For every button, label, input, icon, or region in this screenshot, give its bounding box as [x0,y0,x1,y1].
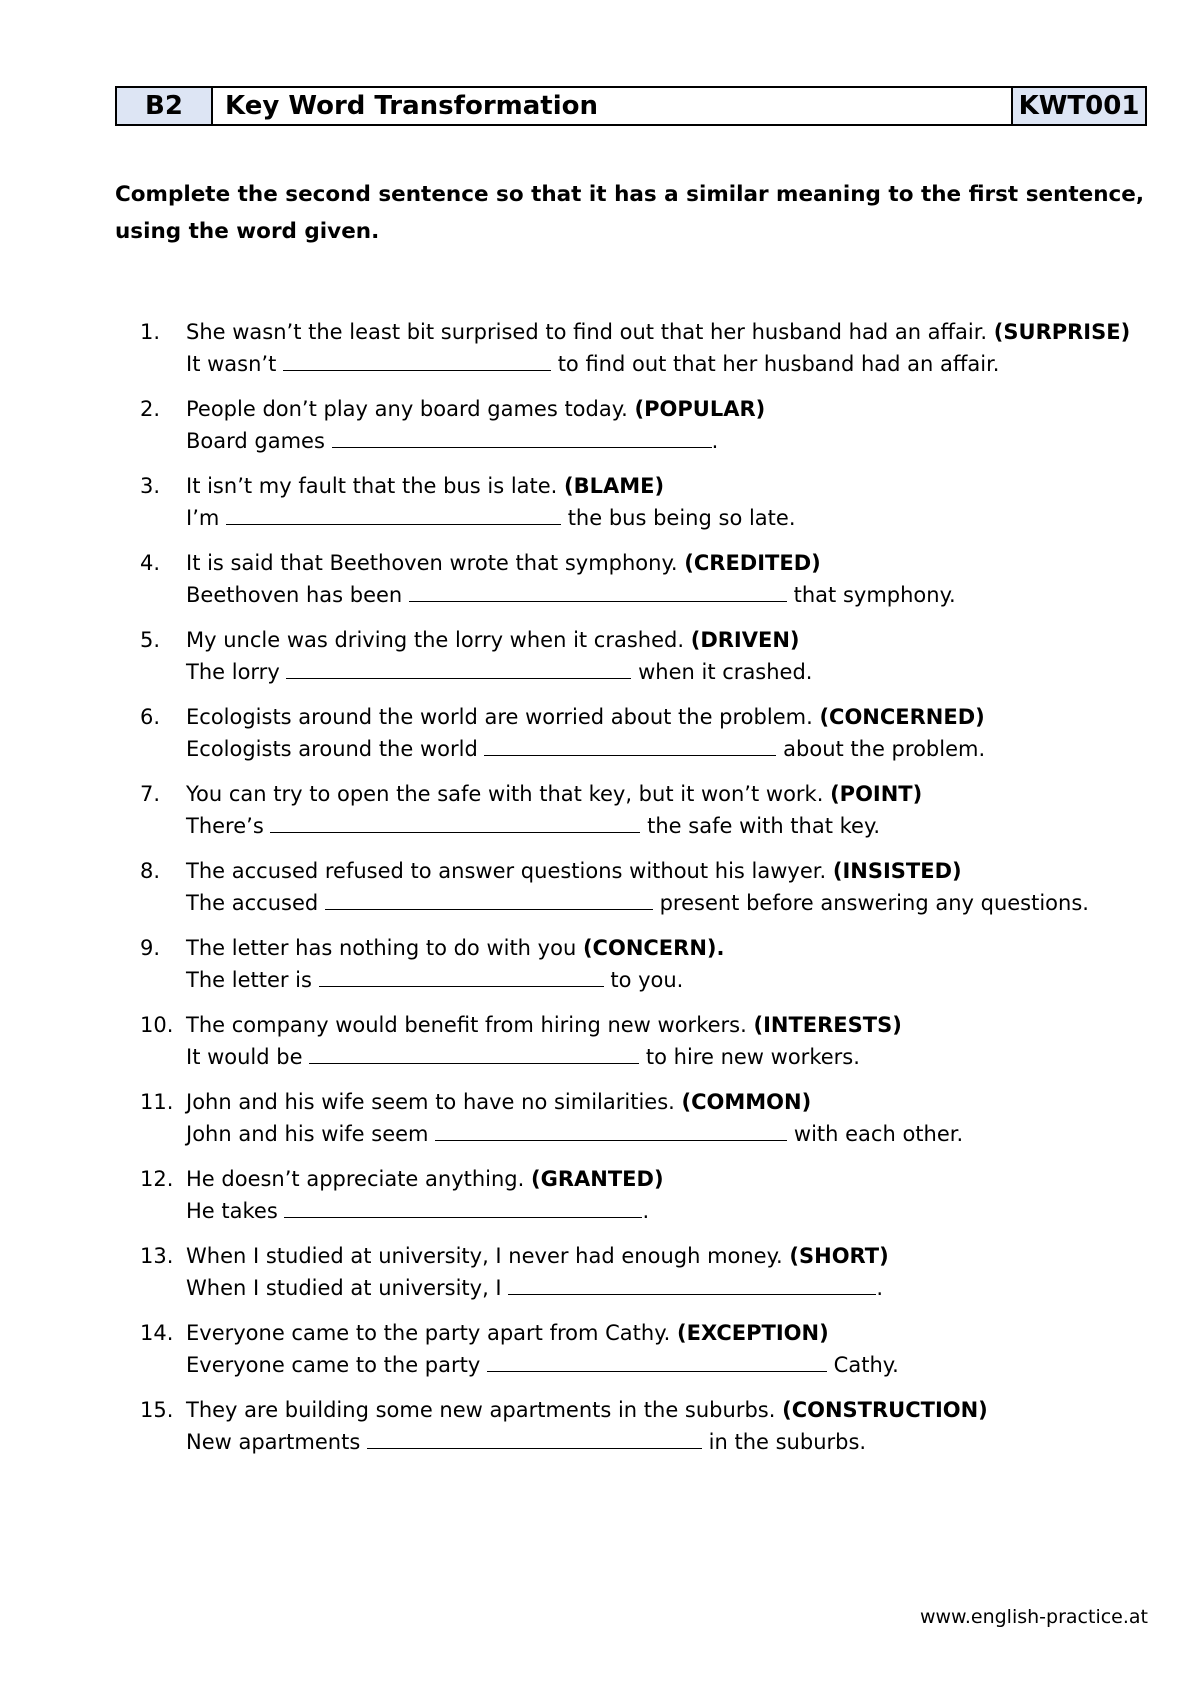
sentence-text: John and his wife seem to have no similarities. [186,1090,675,1114]
item-number: 6. [140,705,161,729]
key-word: (CONCERNED) [819,705,985,729]
sentence-text: People don’t play any board games today. [186,397,628,421]
sentence-start: It wasn’t [186,352,277,376]
key-word: (CREDITED) [684,551,821,575]
key-word: (INTERESTS) [753,1013,902,1037]
answer-blank[interactable] [319,966,604,987]
sentence-start: The accused [186,891,319,915]
key-word: (COMMON) [681,1090,812,1114]
original-sentence [186,1394,988,1426]
transformed-sentence [186,1349,899,1381]
exercise-item [0,1240,1200,1317]
item-number: 11. [140,1090,174,1114]
key-word: (CONSTRUCTION) [782,1398,988,1422]
key-word: (DRIVEN) [690,628,800,652]
sentence-end: . [876,1276,883,1300]
sentence-end: to you. [610,968,684,992]
sentence-text: When I studied at university, I never had enough money. [186,1244,783,1268]
original-sentence [186,1009,902,1041]
original-sentence [186,701,985,733]
sentence-text: My uncle was driving the lorry when it crashed. [186,628,685,652]
transformed-sentence [186,1272,883,1304]
original-sentence [186,316,1130,348]
answer-blank[interactable] [508,1274,876,1295]
answer-blank[interactable] [270,812,640,833]
exercise-item [0,1163,1200,1240]
exercise-item [0,701,1200,778]
original-sentence [186,1163,664,1195]
sentence-end: . [642,1199,650,1223]
transformed-sentence [186,810,880,842]
sentence-text: Ecologists around the world are worried about the problem. [186,705,813,729]
level-cell: B2 [117,88,213,124]
transformed-sentence [186,348,999,380]
transformed-sentence [186,1041,860,1073]
exercise-item [0,778,1200,855]
transformed-sentence [186,887,1089,919]
answer-blank[interactable] [332,427,712,448]
exercise-item [0,316,1200,393]
answer-blank[interactable] [435,1120,787,1141]
exercise-item [0,1394,1200,1471]
key-word: (POINT) [830,782,923,806]
sentence-start: There’s [186,814,264,838]
sentence-start: New apartments [186,1430,361,1454]
sentence-text: She wasn’t the least bit surprised to find out that her husband had an affair. [186,320,988,344]
answer-blank[interactable] [226,504,561,525]
sentence-text: He doesn’t appreciate anything. [186,1167,525,1191]
item-number: 10. [140,1013,174,1037]
sentence-end: with each other. [793,1122,964,1146]
exercise-item [0,547,1200,624]
sentence-end: . [711,429,719,453]
key-word: (CONCERN). [582,936,725,960]
sentence-start: Ecologists around the world [186,737,478,761]
transformed-sentence [186,579,956,611]
answer-blank[interactable] [367,1428,702,1449]
sentence-start: John and his wife seem [186,1122,429,1146]
original-sentence [186,1317,829,1349]
sentence-text: They are building some new apartments in the suburbs. [186,1398,776,1422]
original-sentence [186,855,962,887]
sentence-end: to hire new workers. [645,1045,860,1069]
item-number: 3. [140,474,161,498]
exercise-list [0,316,1200,1471]
sentence-text: You can try to open the safe with that key, but it won’t work. [186,782,824,806]
sentence-start: When I studied at university, I [186,1276,502,1300]
sentence-start: The lorry [186,660,280,684]
key-word: (SHORT) [789,1244,889,1268]
item-number: 13. [140,1244,174,1268]
item-number: 15. [140,1398,174,1422]
sentence-end: Cathy. [833,1353,899,1377]
original-sentence [186,393,765,425]
exercise-item [0,624,1200,701]
key-word: (INSISTED) [832,859,962,883]
sentence-start: Board games [186,429,325,453]
sentence-text: The letter has nothing to do with you [186,936,577,960]
key-word: (SURPRISE) [993,320,1131,344]
transformed-sentence [186,1118,963,1150]
worksheet-header [115,86,1147,126]
answer-blank[interactable] [283,350,551,371]
original-sentence [186,470,664,502]
sentence-start: It would be [186,1045,303,1069]
title-cell: Key Word Transformation [213,88,1013,124]
answer-blank[interactable] [487,1351,827,1372]
answer-blank[interactable] [409,581,787,602]
exercise-item [0,1009,1200,1086]
item-number: 5. [140,628,161,652]
item-number: 12. [140,1167,174,1191]
sentence-text: The company would benefit from hiring new workers. [186,1013,747,1037]
sentence-start: I’m [186,506,220,530]
sentence-start: Everyone came to the party [186,1353,481,1377]
key-word: (POPULAR) [634,397,766,421]
transformed-sentence [186,733,985,765]
sentence-end: to find out that her husband had an affair. [557,352,1000,376]
sentence-end: the safe with that key. [647,814,881,838]
key-word: (BLAME) [564,474,665,498]
item-number: 14. [140,1321,174,1345]
transformed-sentence [186,964,683,996]
exercise-item [0,1317,1200,1394]
sentence-text: It isn’t my fault that the bus is late. [186,474,558,498]
item-number: 1. [140,320,161,344]
original-sentence [186,1240,889,1272]
key-word: (EXCEPTION) [677,1321,829,1345]
sentence-start: He takes [186,1199,278,1223]
transformed-sentence [186,425,718,457]
item-number: 8. [140,859,161,883]
item-number: 9. [140,936,161,960]
answer-blank[interactable] [484,735,776,756]
answer-blank[interactable] [284,1197,642,1218]
code-cell: KWT001 [1013,88,1145,124]
sentence-end: that symphony. [793,583,956,607]
sentence-start: Beethoven has been [186,583,403,607]
exercise-item [0,393,1200,470]
original-sentence [186,932,724,964]
transformed-sentence [186,1426,866,1458]
sentence-end: the bus being so late. [567,506,796,530]
key-word: (GRANTED) [531,1167,664,1191]
item-number: 2. [140,397,161,421]
sentence-end: in the suburbs. [708,1430,867,1454]
answer-blank[interactable] [286,658,631,679]
transformed-sentence [186,502,796,534]
sentence-text: Everyone came to the party apart from Cathy. [186,1321,671,1345]
sentence-end: present before answering any questions. [659,891,1089,915]
sentence-end: about the problem. [783,737,986,761]
sentence-end: when it crashed. [638,660,813,684]
exercise-item [0,470,1200,547]
exercise-item [0,855,1200,932]
item-number: 4. [140,551,161,575]
transformed-sentence [186,656,812,688]
item-number: 7. [140,782,161,806]
answer-blank[interactable] [325,889,653,910]
exercise-item [0,1086,1200,1163]
original-sentence [186,1086,811,1118]
sentence-text: The accused refused to answer questions without his lawyer. [186,859,827,883]
transformed-sentence [186,1195,649,1227]
original-sentence [186,624,800,656]
footer-website: www.english-practice.at [919,1606,1148,1628]
instructions: Complete the second sentence so that it has a similar meaning to the first sentence, using the word given. [115,182,1145,244]
original-sentence [186,778,922,810]
original-sentence [186,547,821,579]
answer-blank[interactable] [309,1043,639,1064]
exercise-item [0,932,1200,1009]
sentence-start: The letter is [186,968,312,992]
sentence-text: It is said that Beethoven wrote that symphony. [186,551,678,575]
